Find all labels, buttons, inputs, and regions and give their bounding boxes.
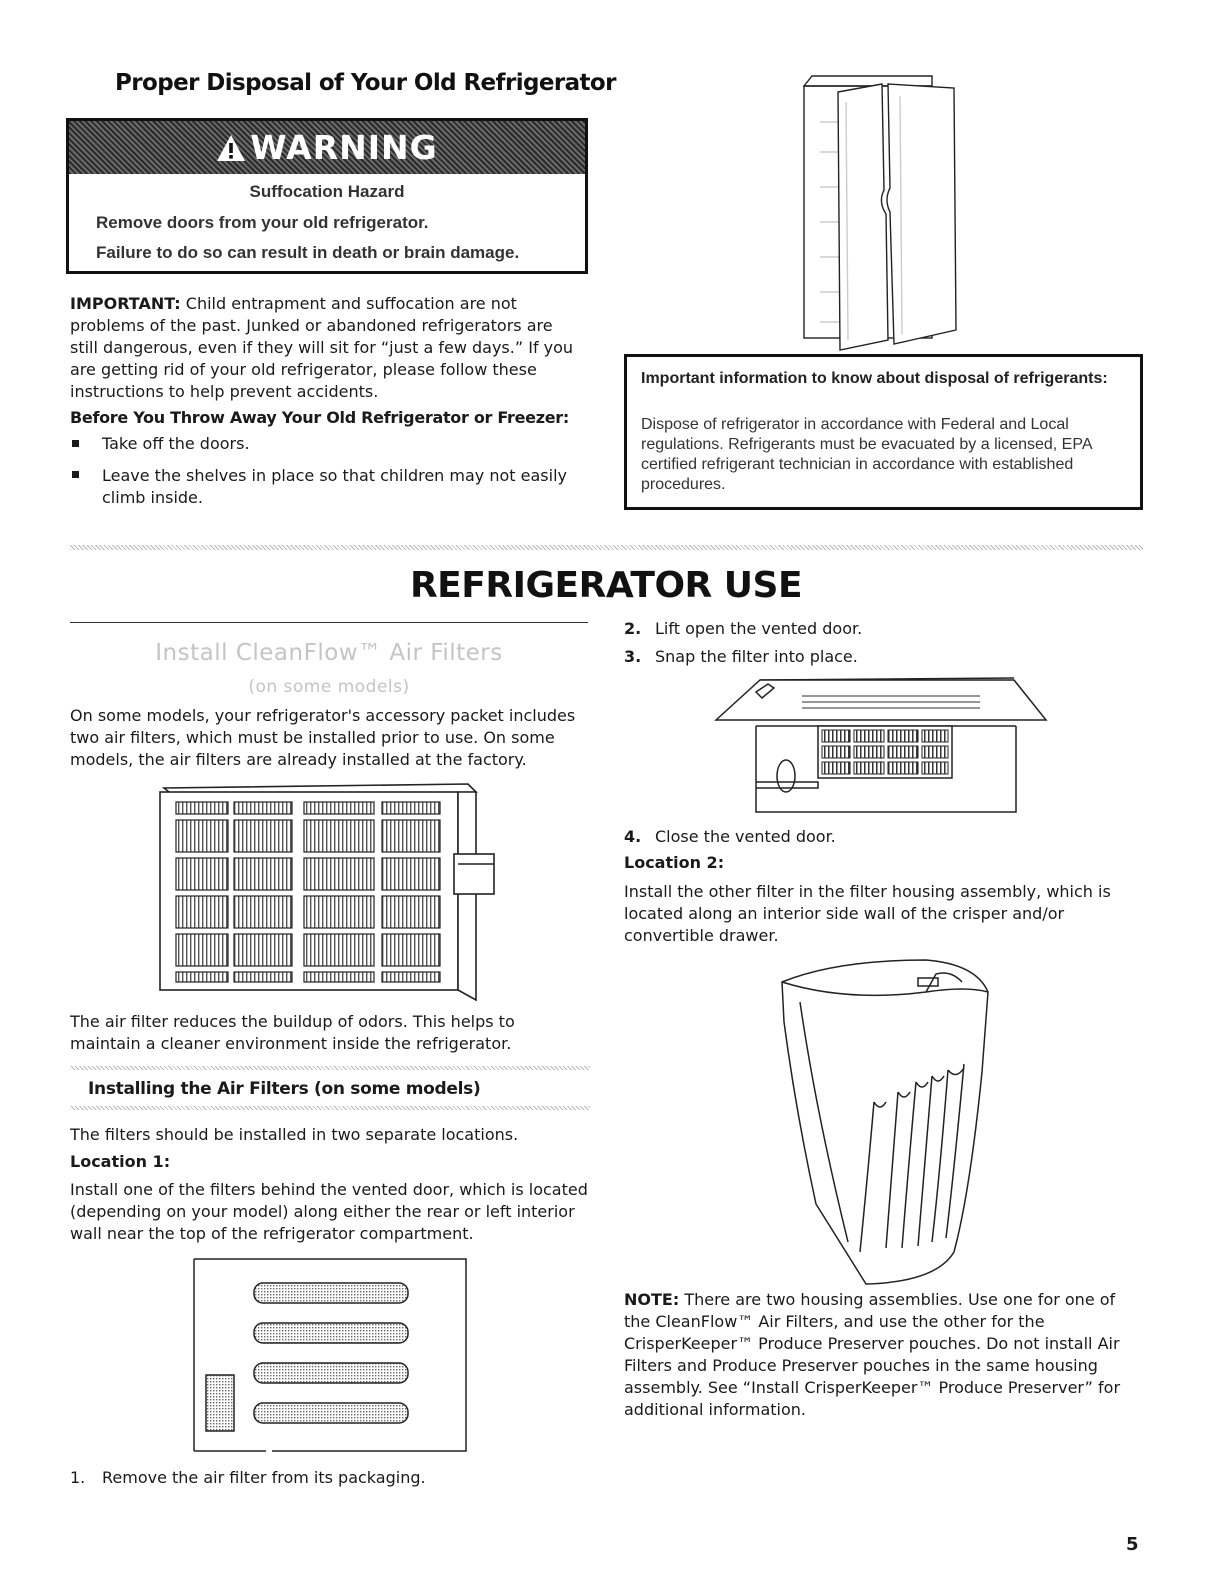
vented-door-illustration <box>192 1255 472 1460</box>
airfilter-heading: Install CleanFlow™ Air Filters <box>155 640 503 666</box>
step2-num: 2. <box>624 619 642 638</box>
filter-housing-illustration <box>776 952 996 1288</box>
snap-filter-illustration <box>712 674 1052 816</box>
refrigerant-title: Important information to know about disposal of refrigerants: <box>641 370 1108 387</box>
warning-banner <box>69 121 585 174</box>
step3-num: 3. <box>624 647 642 666</box>
step4-num: 4. <box>624 827 642 846</box>
page-number: 5 <box>1126 1534 1139 1555</box>
airfilter-reduces: The air filter reduces the buildup of odors. This helps to maintain a cleaner environment inside the refrigerator. <box>70 1012 515 1053</box>
location2-label: Location 2: <box>624 853 725 872</box>
refrigerator-illustration <box>790 72 970 354</box>
airfilter-rule <box>70 622 588 623</box>
section-divider <box>70 545 1143 550</box>
disposal-heading: Proper Disposal of Your Old Refrigerator <box>115 70 616 96</box>
important-paragraph <box>70 293 580 403</box>
section-title: REFRIGERATOR USE <box>409 565 803 606</box>
important-text: Child entrapment and suffocation are not problems of the past. Junked or abandoned refrigerators are still dangerous, even if they will sit for “just a few days.” If you are getting rid of your old refrigerator, please follow these instructions to help prevent accidents. <box>70 294 574 401</box>
installing-rule-bottom <box>70 1106 590 1110</box>
note-label: NOTE: <box>624 1290 680 1309</box>
before-heading: Before You Throw Away Your Old Refrigerator or Freezer: <box>70 408 569 427</box>
bullet-marker <box>72 471 79 478</box>
installing-rule-top <box>70 1066 590 1070</box>
bullet-marker <box>72 440 79 447</box>
important-label: IMPORTANT: <box>70 294 181 313</box>
refrigerant-text: Dispose of refrigerator in accordance with Federal and Local regulations. Refrigerants must be evacuated by a licensed, EPA certified refrigerant technician in accordance with established procedures. <box>641 416 1092 493</box>
note-text: There are two housing assemblies. Use one for one of the CleanFlow™ Air Filters, and use the other for the CrisperKeeper™ Produce Preserver pouches. Do not install Air Filters and Produce Preserver pouches in the same housing assembly. See “Install CrisperKeeper™ Produce Preserver” for additional information. <box>624 1290 1121 1419</box>
airfilter-subheading: (on some models) <box>248 677 410 697</box>
step3-text: Snap the filter into place. <box>655 647 858 666</box>
warning-triangle-icon <box>216 134 246 162</box>
locations-text: The filters should be installed in two separate locations. <box>70 1125 519 1144</box>
installing-heading: Installing the Air Filters (on some models) <box>88 1079 481 1099</box>
warning-line-1: Remove doors from your old refrigerator. <box>96 213 429 232</box>
location1-label: Location 1: <box>70 1152 171 1171</box>
refrigerant-info-box <box>624 354 1143 510</box>
step1-text: Remove the air filter from its packaging. <box>102 1468 426 1487</box>
bullet-item: Leave the shelves in place so that children may not easily climb inside. <box>102 466 567 507</box>
step4-text: Close the vented door. <box>655 827 836 846</box>
warning-line-2: Failure to do so can result in death or brain damage. <box>96 243 520 262</box>
location1-text: Install one of the filters behind the vented door, which is located (depending on your model) along either the rear or left interior wall near the top of the refrigerator compartment. <box>70 1180 588 1243</box>
warning-box <box>66 118 588 274</box>
airfilter-intro: On some models, your refrigerator's accessory packet includes two air filters, which must be installed prior to use. On some models, the air filters are already installed at the factory. <box>70 706 576 769</box>
warning-hazard: Suffocation Hazard <box>249 182 405 201</box>
bullet-item: Take off the doors. <box>102 434 250 453</box>
air-filter-illustration <box>158 778 503 1006</box>
location2-text: Install the other filter in the filter housing assembly, which is located along an interior side wall of the crisper and/or convertible drawer. <box>624 882 1111 945</box>
note-paragraph <box>624 1289 1142 1421</box>
step2-text: Lift open the vented door. <box>655 619 863 638</box>
warning-banner-text: WARNING <box>250 128 438 167</box>
step1-num: 1. <box>70 1468 86 1487</box>
